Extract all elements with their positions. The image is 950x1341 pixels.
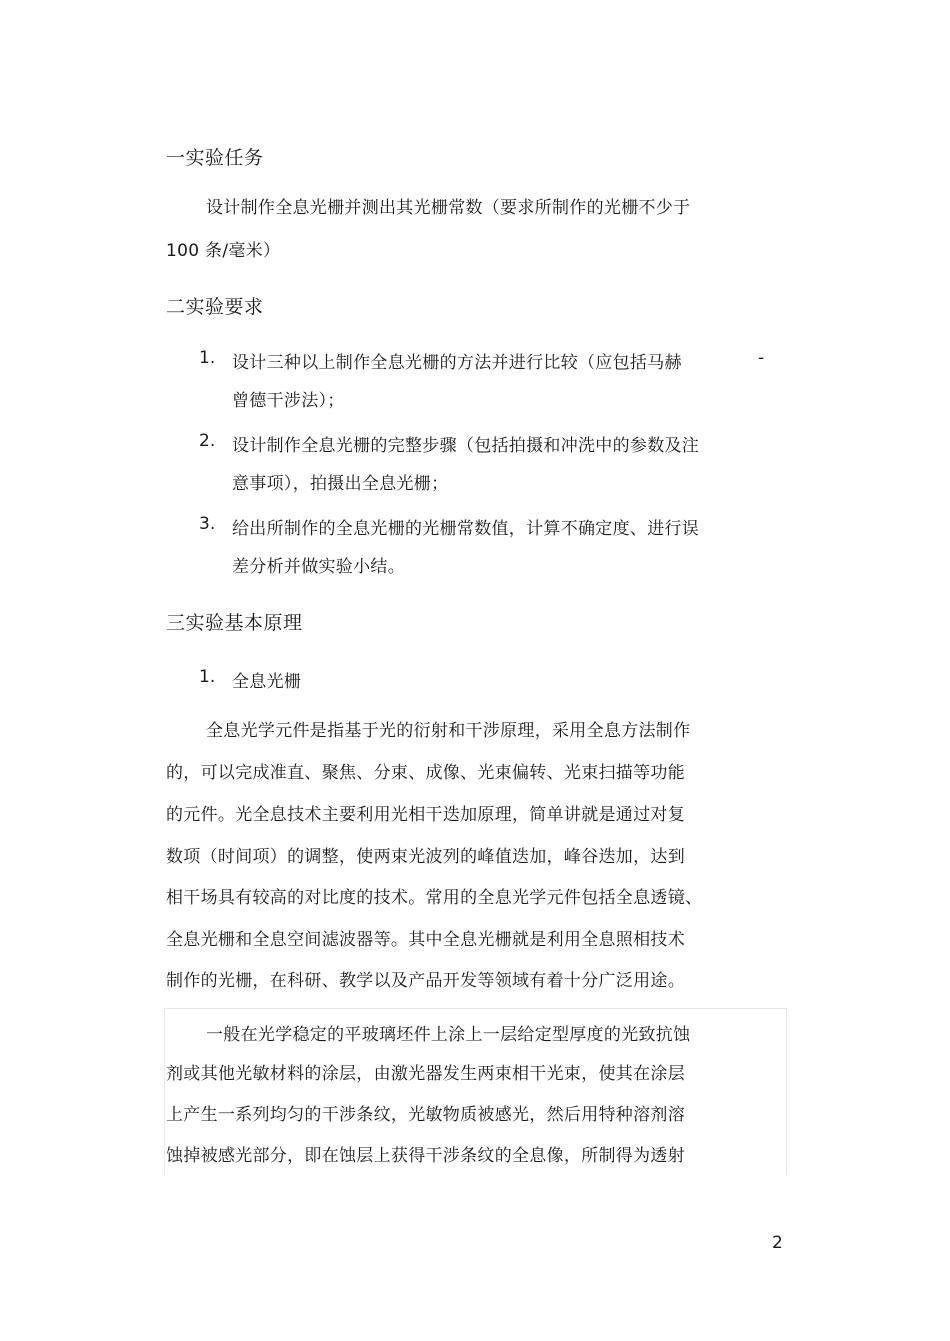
para1-line-6: 全息光栅和全息空间滤波器等。其中全息光栅就是利用全息照相技术 bbox=[166, 930, 685, 950]
para2-line-1: 一般在光学稳定的平玻璃坯件上涂上一层给定型厚度的光致抗蚀 bbox=[206, 1025, 691, 1045]
para2-line-3: 上产生一系列均匀的干涉条纹，光敏物质被感光，然后用特种溶剂溶 bbox=[166, 1105, 685, 1125]
para1-line-5: 相干场具有较高的对比度的技术。常用的全息光学元件包括全息透镜、 bbox=[166, 888, 703, 908]
requirement-2-line-1: 设计制作全息光栅的完整步骤（包括拍摄和冲洗中的参数及注 bbox=[232, 436, 700, 456]
requirement-3-line-1: 给出所制作的全息光栅的光栅常数值，计算不确定度、进行误 bbox=[232, 519, 700, 539]
section-2-title: 二实验要求 bbox=[166, 296, 264, 318]
requirement-3-number: 3. bbox=[199, 514, 216, 534]
requirement-1-hyphen: - bbox=[758, 348, 765, 368]
requirement-3-line-2: 差分析并做实验小结。 bbox=[232, 557, 405, 577]
requirement-1-line-1: 设计三种以上制作全息光栅的方法并进行比较（应包括马赫 bbox=[232, 353, 682, 373]
section-1-title: 一实验任务 bbox=[166, 147, 264, 169]
para2-line-4: 蚀掉被感光部分，即在蚀层上获得干涉条纹的全息像，所制得为透射 bbox=[166, 1146, 685, 1166]
section-1-line-2: 100 条/毫米） bbox=[166, 241, 281, 261]
para2-line-2: 剂或其他光敏材料的涂层，由激光器发生两束相干光束，使其在涂层 bbox=[166, 1064, 685, 1084]
subsection-1-number: 1. bbox=[199, 667, 216, 687]
para1-line-2: 的，可以完成准直、聚焦、分束、成像、光束偏转、光束扫描等功能 bbox=[166, 763, 685, 783]
para1-line-3: 的元件。光全息技术主要利用光相干迭加原理，简单讲就是通过对复 bbox=[166, 805, 685, 825]
para1-line-7: 制作的光栅，在科研、教学以及产品开发等领域有着十分广泛用途。 bbox=[166, 971, 685, 991]
section-3-title: 三实验基本原理 bbox=[166, 612, 303, 634]
requirement-1-line-2: 曾德干涉法）； bbox=[232, 391, 345, 411]
para1-line-4: 数项（时间项）的调整，使两束光波列的峰值迭加，峰谷迭加，达到 bbox=[166, 847, 685, 867]
requirement-2-number: 2. bbox=[199, 431, 216, 451]
requirement-2-line-2: 意事项），拍摄出全息光栅； bbox=[232, 474, 449, 494]
requirement-1-number: 1. bbox=[199, 348, 216, 368]
subsection-1-title: 全息光栅 bbox=[232, 672, 302, 692]
section-1-line-1: 设计制作全息光栅并测出其光栅常数（要求所制作的光栅不少于 bbox=[206, 198, 691, 218]
para1-line-1: 全息光学元件是指基于光的衍射和干涉原理，采用全息方法制作 bbox=[206, 721, 691, 741]
page-number: 2 bbox=[772, 1233, 783, 1253]
